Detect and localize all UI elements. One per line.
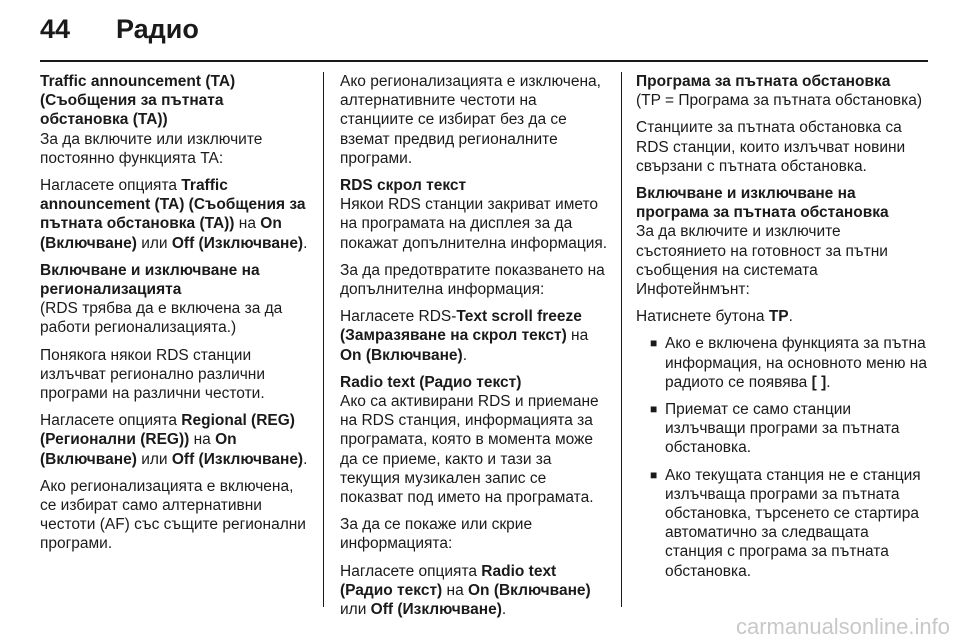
scroll-instruction-text: . bbox=[462, 346, 468, 364]
bullet-text: Ако текущата станция не е станция излъчваща програми за пътната обстановка, търсенето се стартира автоматично за следващата станция с програма за пътната обстановка. bbox=[665, 466, 921, 580]
header-divider bbox=[40, 60, 928, 62]
scroll-on-value: On (Включване) bbox=[340, 346, 463, 364]
reg-instruction-text: на bbox=[189, 431, 216, 449]
radio-text-heading: Radio text (Радио текст) bbox=[340, 373, 522, 391]
reg-off-value: Off (Изключване) bbox=[171, 450, 304, 468]
ta-option-name: Traffic announcement (TA) (Съобщения за пътната обстановка (TA)) bbox=[40, 177, 306, 233]
tp-bullet-list bbox=[636, 334, 928, 580]
list-item bbox=[650, 334, 928, 392]
column-divider bbox=[621, 72, 622, 607]
tp-instruction-text: . bbox=[788, 308, 793, 326]
regionalization-instruction bbox=[40, 411, 308, 469]
bullet-text: . bbox=[826, 373, 831, 391]
reg-option-name: Regional (REG) (Регионални (REG)) bbox=[40, 412, 295, 449]
scroll-text-instruction bbox=[340, 307, 608, 365]
ta-off-value: Off (Изключване) bbox=[171, 234, 304, 252]
ta-heading: Traffic announcement (TA) (Съобщения за пътната обстановка (TA)) bbox=[40, 73, 236, 129]
page-title: Радио bbox=[116, 14, 199, 44]
regionalization-heading: Включване и изключване на регионализацията bbox=[40, 261, 260, 299]
ta-instruction-text: . bbox=[303, 234, 308, 252]
reg-instruction-text: Нагласете опцията bbox=[40, 412, 182, 430]
reg-instruction-text: или bbox=[136, 450, 172, 468]
rt-option-name: Radio text (Радио текст) bbox=[340, 562, 557, 599]
tp-subtitle: (TP = Програма за пътната обстановка) bbox=[636, 92, 923, 110]
rt-instruction-text: Нагласете опцията bbox=[340, 562, 482, 580]
list-item bbox=[650, 400, 928, 458]
ta-instruction-text: на bbox=[234, 215, 261, 233]
bullet-text: Ако е включена функцията за пътна информация, на основното меню на радиото се появява bbox=[665, 335, 927, 391]
scroll-instruction-text: на bbox=[566, 327, 589, 345]
column-2 bbox=[340, 72, 608, 627]
tp-indicator-symbol: [ ] bbox=[811, 373, 827, 391]
square-bullet-icon: ■ bbox=[650, 336, 658, 351]
scroll-instruction-text: Нагласете RDS- bbox=[340, 308, 457, 326]
rt-instruction-text: . bbox=[501, 601, 507, 619]
scroll-text-prevent: За да предотвратите показването на допълнителна информация: bbox=[340, 261, 605, 299]
bullet-text: Приемат се само станции излъчващи програми за пътната обстановка. bbox=[665, 401, 900, 457]
ta-description: За да включите или изключите постоянно функцията TA: bbox=[40, 130, 263, 167]
reg-instruction-text: . bbox=[303, 450, 308, 468]
ta-instruction-text: или bbox=[136, 234, 172, 252]
tp-button-name: TP bbox=[768, 308, 789, 326]
regionalization-description: Понякога някои RDS станции излъчват регионално различни програми на различни честоти. bbox=[40, 346, 266, 403]
watermark: carmanualsonline.info bbox=[735, 614, 950, 639]
column-divider bbox=[323, 72, 324, 607]
list-item bbox=[650, 466, 928, 581]
column-1 bbox=[40, 72, 308, 562]
ta-instruction bbox=[40, 176, 308, 253]
tp-toggle-description: За да включите и изключите състоянието на готовност за пътни съобщения на системата Инфотейнмънт: bbox=[636, 223, 888, 299]
tp-press-instruction bbox=[636, 307, 928, 326]
rt-on-value: On (Включване) bbox=[468, 581, 591, 599]
radio-text-show: За да се покаже или скрие информацията: bbox=[340, 516, 533, 553]
square-bullet-icon: ■ bbox=[650, 402, 658, 417]
reg-on-value: On (Включване) bbox=[40, 431, 237, 468]
regionalization-note: (RDS трябва да е включена за да работи регионализацията.) bbox=[40, 300, 283, 337]
regionalization-on-description: Ако регионализацията е включена, се избират само алтернативни честоти (AF) със същите регионални програми. bbox=[40, 477, 306, 553]
tp-heading: Програма за пътната обстановка bbox=[636, 73, 891, 90]
regionalization-off-description: Ако регионализацията е изключена, алтернативните честоти на станциите се избират без да се вземат предвид регионалните програми. bbox=[340, 73, 601, 167]
tp-toggle-heading: Включване и изключване на програма за пътната обстановка bbox=[636, 185, 889, 222]
tp-description: Станциите за пътната обстановка са RDS станции, които излъчват новини свързани с пътната обстановка. bbox=[636, 119, 906, 175]
page-number: 44 bbox=[40, 14, 71, 44]
square-bullet-icon: ■ bbox=[650, 467, 658, 482]
tp-instruction-text: Натиснете бутона bbox=[636, 308, 769, 326]
scroll-option-name: Text scroll freeze (Замразяване на скрол текст) bbox=[340, 308, 582, 345]
column-3 bbox=[636, 72, 928, 589]
rt-off-value: Off (Изключване) bbox=[370, 601, 502, 619]
radio-text-description: Ако са активирани RDS и приемане на RDS станция, информацията за програмата, която в момента може да се приеме, както и тази за текущия музикален запис се показват под името на програмата. bbox=[340, 393, 599, 507]
rt-instruction-text: на bbox=[442, 581, 468, 599]
scroll-text-heading: RDS скрол текст bbox=[340, 177, 467, 195]
radio-text-instruction bbox=[340, 562, 608, 620]
ta-instruction-text: Нагласете опцията bbox=[40, 177, 182, 195]
scroll-text-description: Някои RDS станции закриват името на програмата на дисплея за да покажат допълнителна информация. bbox=[340, 196, 608, 252]
ta-on-value: On (Включване) bbox=[40, 215, 282, 252]
rt-instruction-text: или bbox=[340, 601, 371, 619]
